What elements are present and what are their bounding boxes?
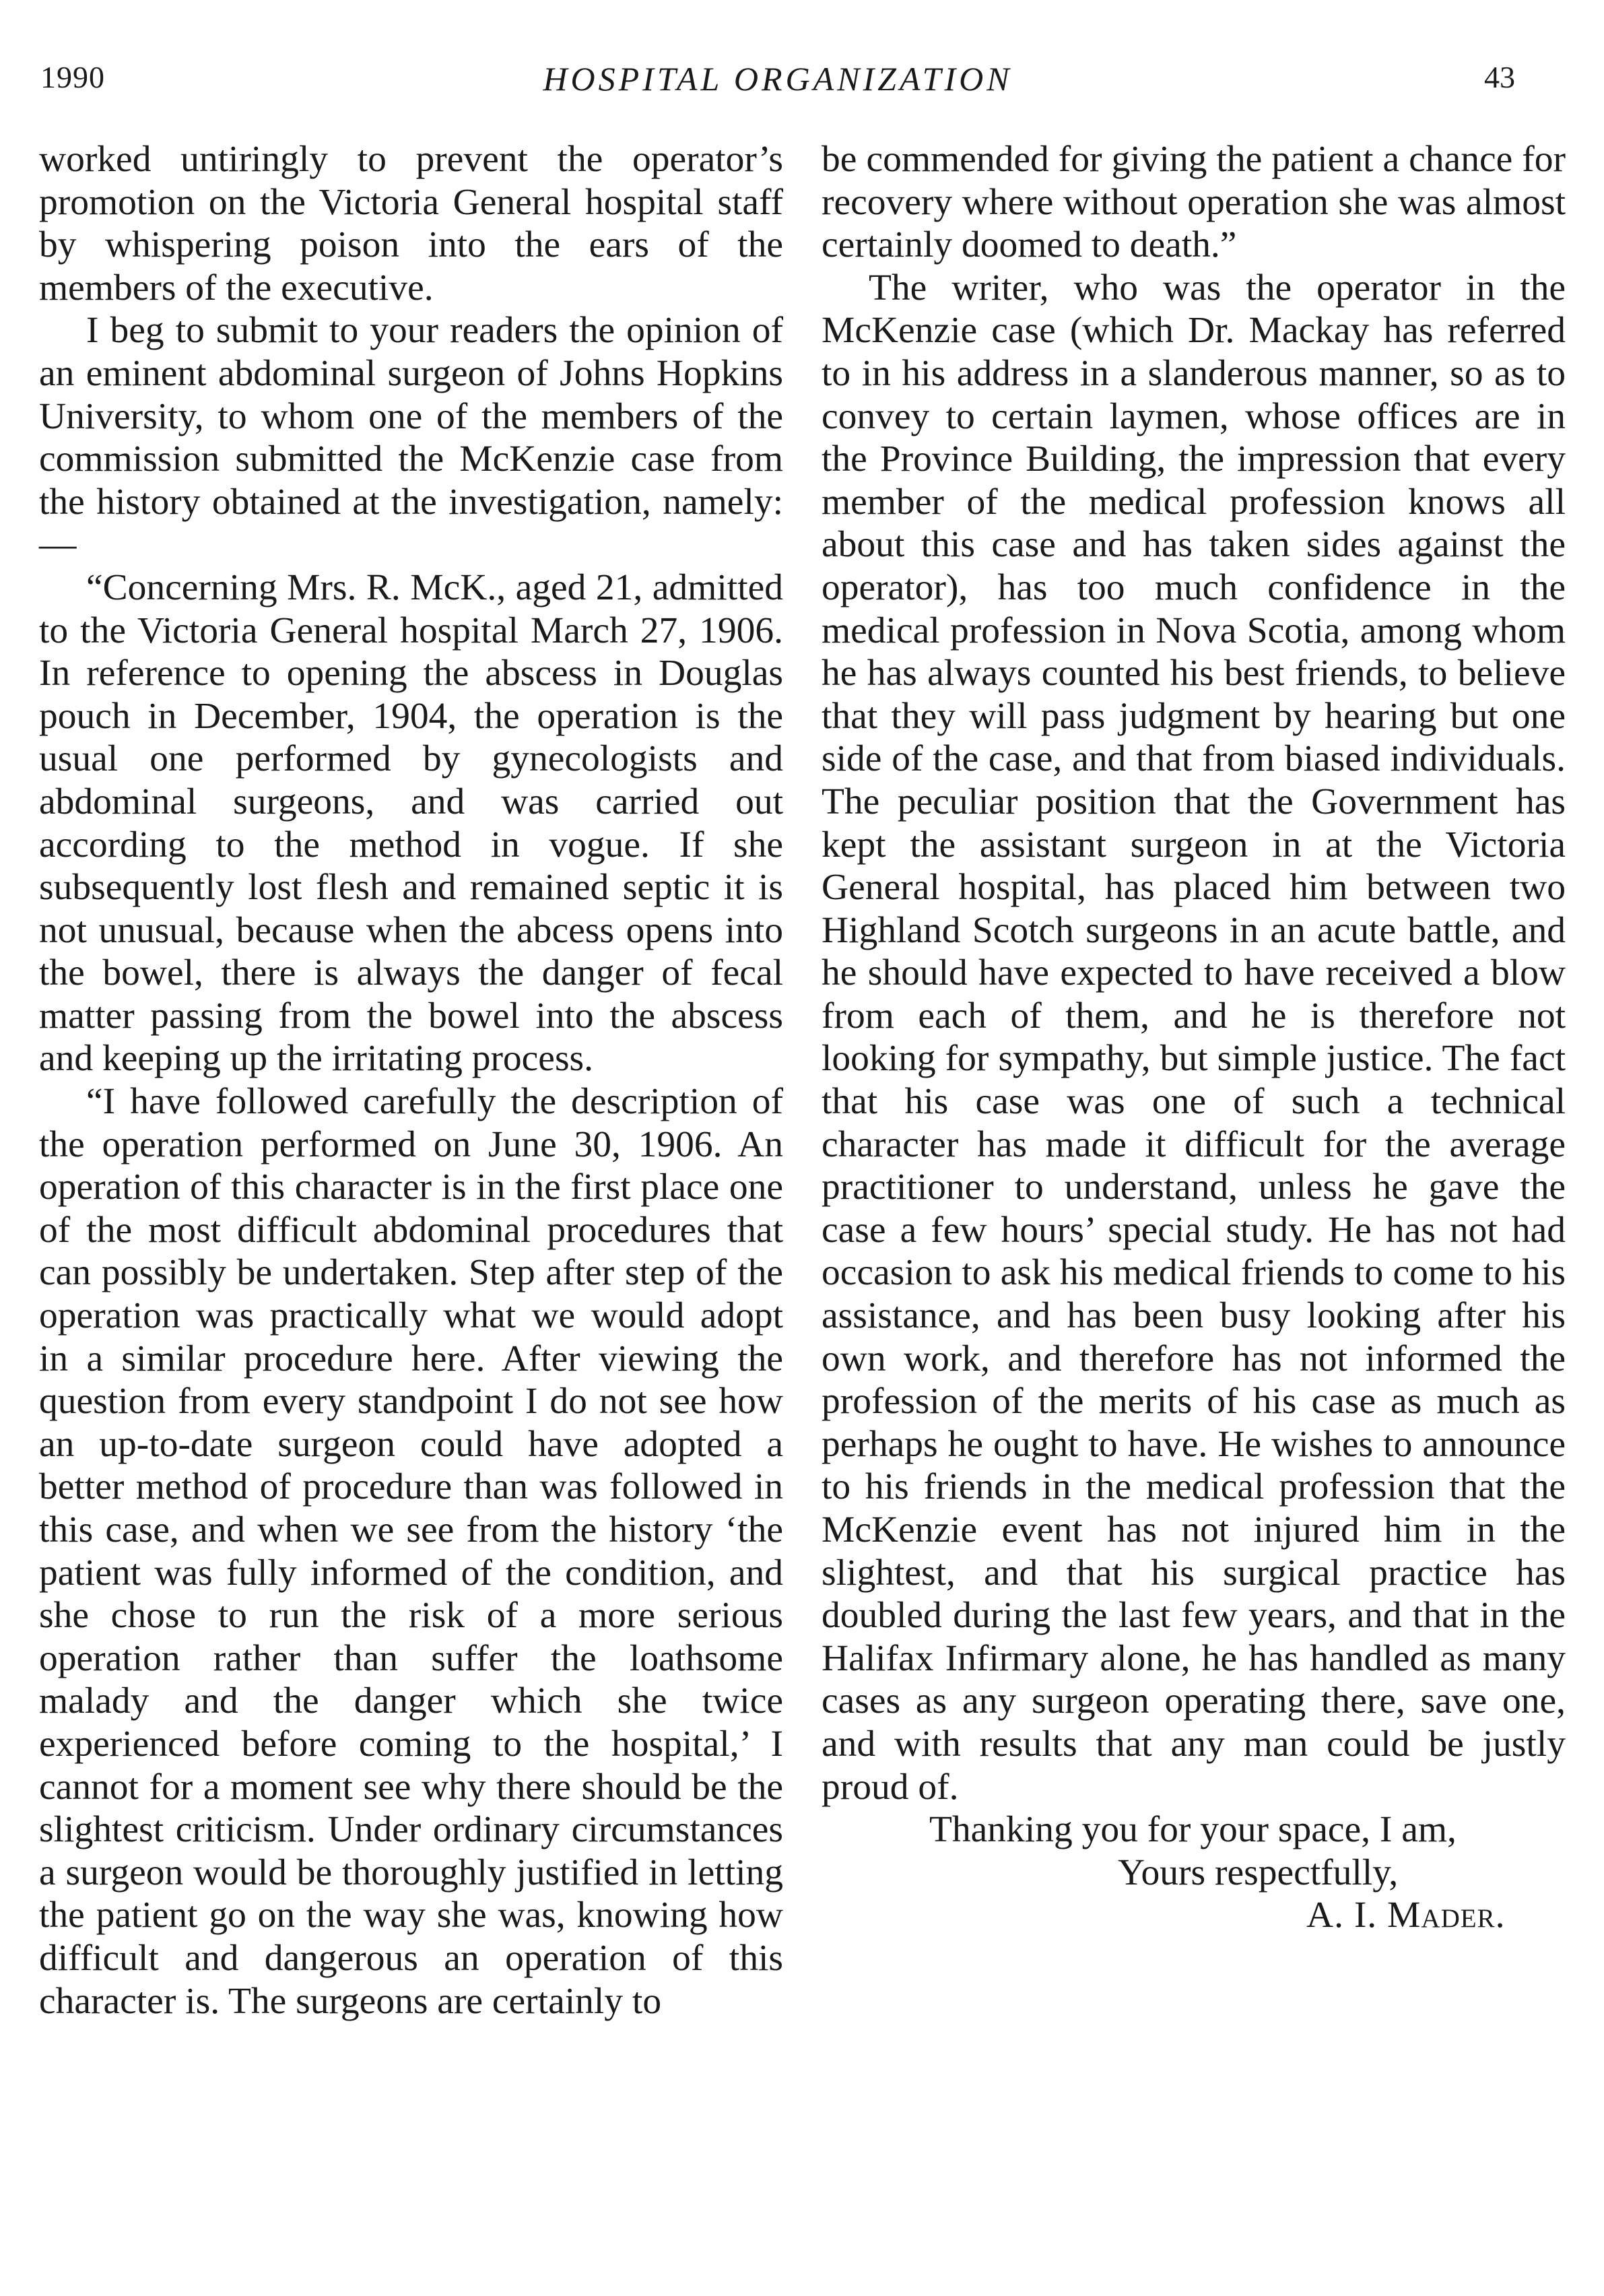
letter-valediction: Yours respectfully,: [1118, 1851, 1399, 1893]
paragraph-quote-end: be commended for giving the patient a chance for recovery where without operation she was almost certainly doomed to death.”: [822, 139, 1566, 266]
paragraph-continued: worked untiringly to prevent the operator’s promotion on the Victoria General hospital staff by whispering poison into the ears of the members of the executive.: [39, 139, 783, 308]
letter-closing: Thanking you for your space, I am,: [929, 1809, 1457, 1851]
header-title: HOSPITAL ORGANIZATION: [543, 60, 1013, 98]
letter-signature: A. I. Mader.: [1306, 1895, 1506, 1936]
page-number: 43: [1484, 60, 1515, 94]
paragraph-quote-concerning: “Concerning Mrs. R. McK., aged 21, admitted to the Victoria General hospital March 27, 1906. In reference to opening the abscess in Douglas pouch in December, 1904, the operation is the usual one performed by gynecologists and abdominal surgeons, and was carried out according to the method in vogue. If she subsequently lost flesh and remained septic it is not unusual, because when the abcess opens into the bowel, there is always the danger of fecal matter passing from the bowel into the abscess and keeping up the irritating process.: [39, 566, 783, 1080]
paragraph-writer: The writer, who was the operator in the McKenzie case (which Dr. Mackay has referred to in his address in a slanderous manner, so as to convey to certain laymen, whose offices are in the Province Building, the impression that every member of the medical profession knows all about this case and has taken sides against the operator), has too much confidence in the medical profession in Nova Scotia, among whom he has always counted his best friends, to believe that they will pass judgment by hearing but one side of the case, and that from biased individuals. The peculiar position that the Government has kept the assistant surgeon in at the Victoria General hospital, has placed him between two Highland Scotch surgeons in an acute battle, and he should have expected to have received a blow from each of them, and he is therefore not looking for sympathy, but simple justice. The fact that his case was one of such a technical character has made it difficult for the average practitioner to understand, unless he gave the case a few hours’ special study. He has not had occasion to ask his medical friends to come to his assistance, and has been busy looking after his own work, and therefore has not informed the profession of the merits of his case as much as perhaps he ought to have. He wishes to announce to his friends in the medical profession that the McKenzie event has not injured him in the slightest, and that his surgical practice has doubled during the last few years, and that in the Halifax Infirmary alone, he has handled as many cases as any surgeon operating there, save one, and with results that any man could be justly proud of.: [822, 267, 1566, 1808]
running-header: [40, 59, 1515, 113]
right-column: [822, 138, 1566, 1937]
paragraph-submission: I beg to submit to your readers the opinion of an eminent abdominal surgeon of Johns Hopkins University, to whom one of the members of the commission submitted the McKenzie case from the history obtained at the investigation, namely:—: [39, 310, 783, 566]
header-year: 1990: [40, 60, 105, 94]
paragraph-quote-operation: “I have followed carefully the description of the operation performed on June 30, 1906. An operation of this character is in the first place one of the most difficult abdominal procedures that can possibly be undertaken. Step after step of the operation was practically what we would adopt in a similar procedure here. After viewing the question from every standpoint I do not see how an up-to-date surgeon could have adopted a better method of procedure than was followed in this case, and when we see from the history ‘the patient was fully informed of the condition, and she chose to run the risk of a more serious operation rather than suffer the loathsome malady and the danger which she twice experienced before coming to the hospital,’ I cannot for a moment see why there should be the slightest criticism. Under ordinary circumstances a surgeon would be thoroughly justified in letting the patient go on the way she was, knowing how difficult and dangerous an operation of this character is. The surgeons are certainly to: [39, 1081, 783, 2022]
left-column: [39, 138, 783, 2023]
